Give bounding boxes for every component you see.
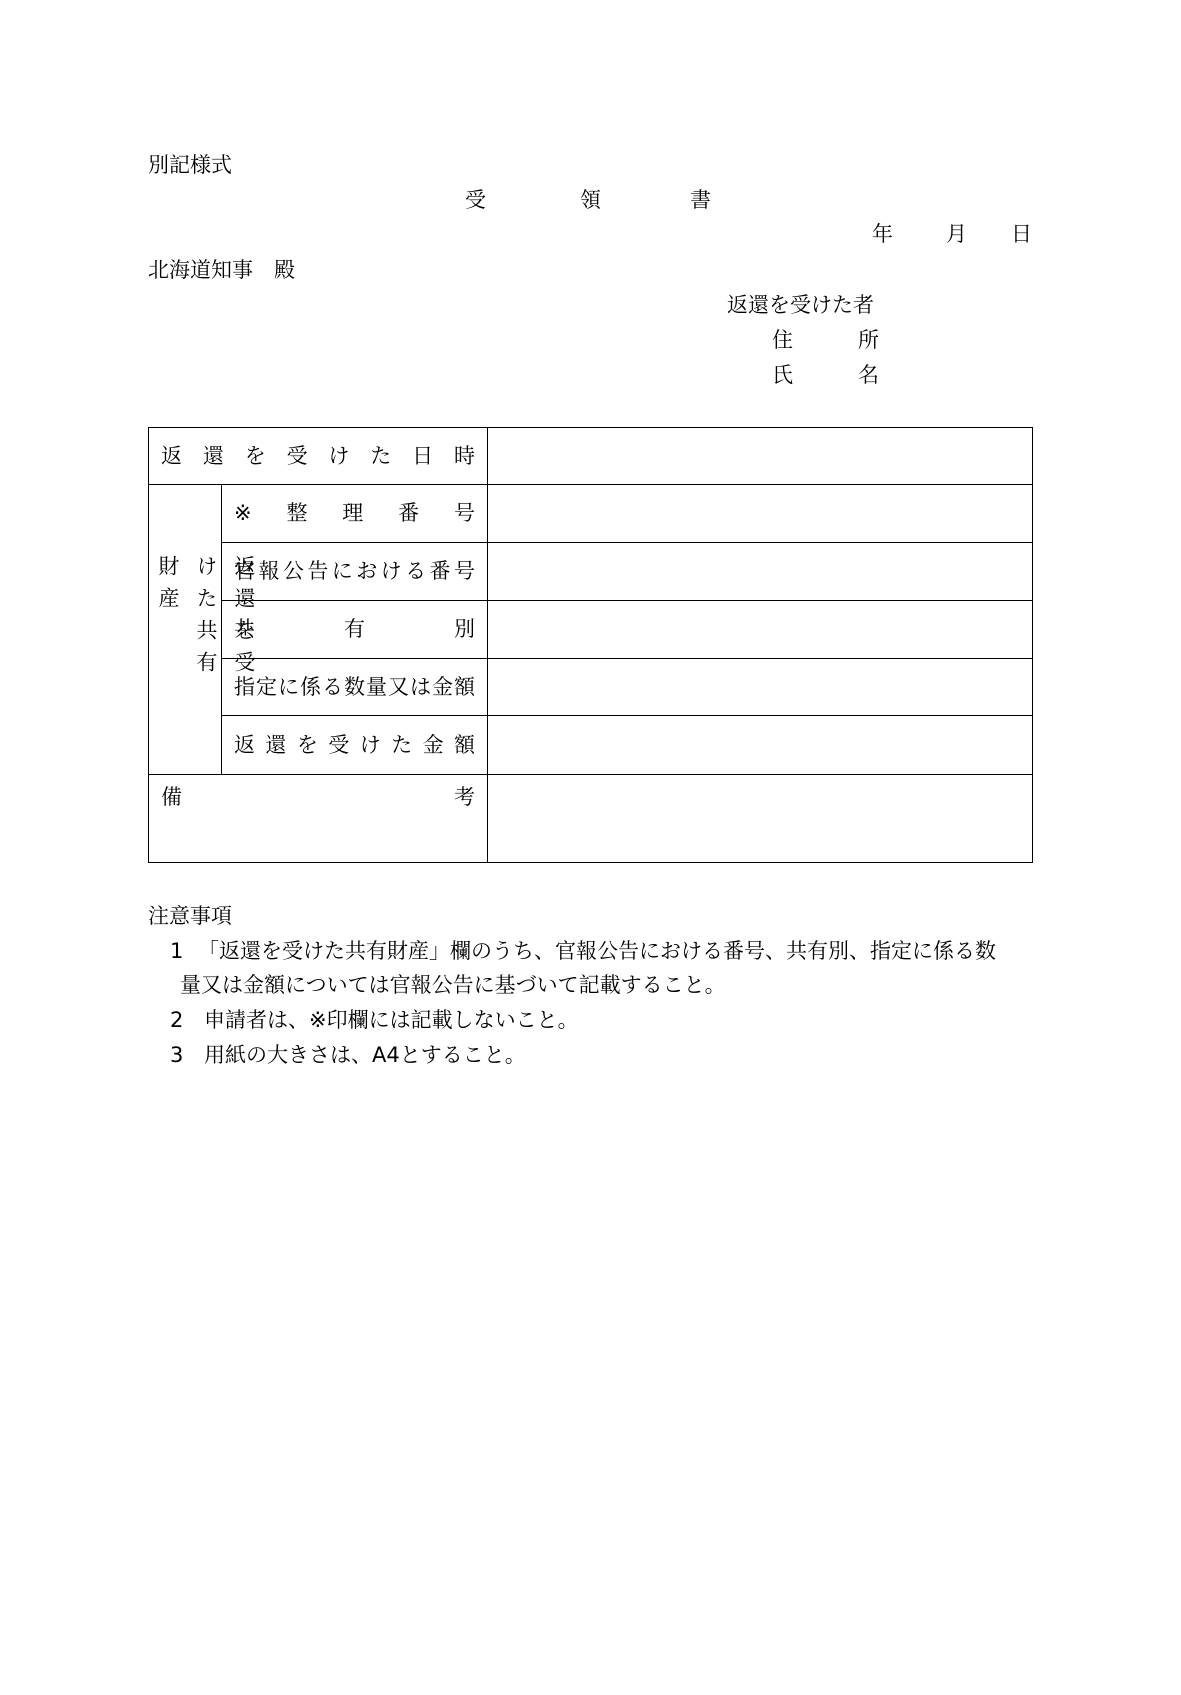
date-received-label: 返還を受けた日時: [149, 428, 488, 485]
notes-heading: 注意事項: [148, 904, 232, 928]
remarks-label-2: 考: [454, 785, 475, 809]
remarks-label-1: 備: [161, 785, 182, 809]
form-label: 別記様式: [148, 153, 232, 177]
quantity-amount-field[interactable]: [488, 659, 1033, 716]
note-2-number: 2: [170, 1008, 184, 1032]
remarks-label-cell: [149, 775, 488, 863]
row-label-co-ownership: 共有別: [222, 601, 488, 659]
date-received-field[interactable]: [488, 428, 1033, 485]
note-1-number: 1: [170, 939, 184, 963]
row-label-quantity-amount: 指定に係る数量又は金額: [222, 659, 488, 716]
note-1-line-1: 「返還を受けた共有財産」欄のうち、官報公告における番号、共有別、指定に係る数: [198, 939, 996, 963]
date-day: 日: [1011, 222, 1032, 246]
note-2-text: 申請者は、※印欄には記載しないこと。: [204, 1008, 579, 1032]
recipient-heading: 返還を受けた者: [727, 293, 874, 317]
row-label-reference-number: ※整理番号: [222, 485, 488, 543]
title-char-3: 書: [690, 188, 711, 212]
note-3-number: 3: [170, 1043, 184, 1067]
row-label-returned-amount: 返還を受けた金額: [222, 716, 488, 775]
reference-number-field[interactable]: [488, 485, 1033, 543]
address-label-1: 住: [772, 328, 793, 352]
co-ownership-field[interactable]: [488, 601, 1033, 659]
title-char-2: 領: [580, 188, 601, 212]
group-label-cell: [149, 485, 256, 775]
date-month: 月: [946, 222, 967, 246]
note-3-text: 用紙の大きさは、A4とすること。: [204, 1043, 526, 1067]
gazette-number-field[interactable]: [488, 543, 1033, 601]
date-year: 年: [872, 222, 893, 246]
address-label-2: 所: [858, 328, 879, 352]
title-char-1: 受: [465, 188, 486, 212]
name-label-1: 氏: [772, 363, 793, 387]
row-label-gazette-number: 官報公告における番号: [222, 543, 488, 601]
addressee: 北海道知事 殿: [148, 258, 295, 282]
group-label: 返還を受けた共有財産: [156, 554, 256, 683]
note-1-line-2: 量又は金額については官報公告に基づいて記載すること。: [180, 973, 726, 997]
receipt-table: [148, 427, 1033, 863]
remarks-field[interactable]: [488, 775, 1033, 863]
returned-amount-field[interactable]: [488, 716, 1033, 775]
name-label-2: 名: [858, 363, 879, 387]
